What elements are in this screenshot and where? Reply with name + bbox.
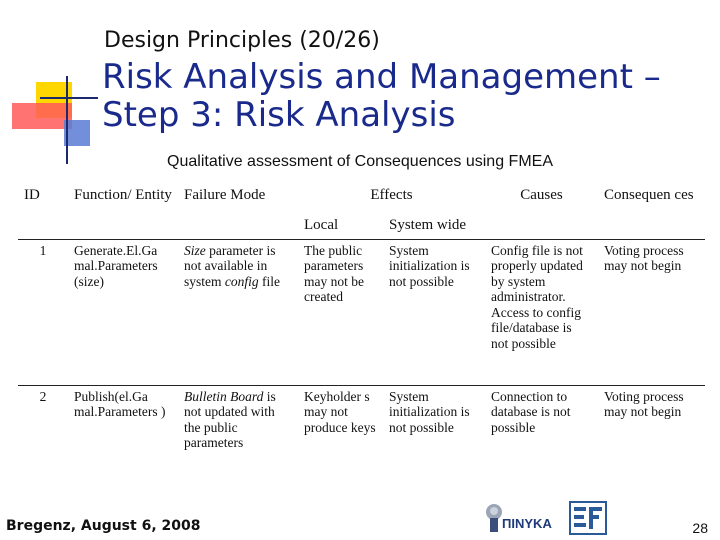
cell-function: Publish(el.Ga mal.Parameters ) [68, 385, 178, 477]
failure-mode-emphasis-2: config [224, 273, 259, 289]
cell-id: 2 [18, 385, 68, 477]
cell-causes: Config file is not properly updated by system administrator. Access to config file/database is not possible [491, 242, 583, 351]
failure-mode-emphasis: Size [184, 242, 206, 258]
decor-horizontal-line [40, 97, 98, 99]
header-effects-system: System wide [383, 215, 485, 239]
footer-location-date: Bregenz, August 6, 2008 [6, 518, 201, 534]
failure-mode-emphasis: Bulletin Board [184, 388, 264, 404]
slide-title-line1: Risk Analysis and Management – [102, 57, 661, 97]
cell-failure-mode [178, 239, 298, 385]
cell-function: Generate.El.Ga mal.Parameters (size) [74, 242, 158, 289]
header-failure-mode: Failure Mode [178, 185, 298, 239]
failure-mode-tail: is not updated with the public parameters [184, 388, 276, 450]
decor-vertical-line [66, 76, 68, 164]
cell-causes: Connection to database is not possible [485, 385, 598, 477]
cell-effects-system: System initialization is not possible [383, 385, 485, 477]
table-header-row [18, 185, 705, 215]
cell-consequences: Voting process may not begin [604, 242, 684, 273]
header-function: Function/ Entity [68, 185, 178, 239]
failure-mode-text: parameter is not available in system [184, 242, 276, 289]
cell-effects-local: The public parameters may not be created [304, 242, 364, 304]
slide-title [102, 58, 661, 134]
decor-red-square [12, 103, 72, 129]
slide-title-line2: Step 3: Risk Analysis [102, 95, 456, 135]
header-id: ID [18, 185, 68, 239]
slide-supertitle: Design Principles (20/26) [104, 28, 380, 53]
page-number: 28 [692, 520, 708, 536]
cell-effects-system: System initialization is not possible [389, 242, 470, 289]
cell-consequences: Voting process may not begin [598, 385, 705, 477]
header-effects-local: Local [298, 215, 383, 239]
failure-mode-tail: file [258, 273, 281, 289]
pinyka-logo [482, 498, 554, 538]
cell-failure-mode [178, 385, 298, 477]
header-consequences: Consequen ces [598, 185, 705, 239]
fmea-table [18, 185, 705, 477]
cell-effects-local: Keyholder s may not produce keys [298, 385, 383, 477]
slide-subtitle: Qualitative assessment of Consequences using FMEA [167, 153, 553, 170]
table-row [18, 385, 705, 477]
header-effects: Effects [370, 187, 413, 203]
pinyka-logo-text: ΠΙΝΥΚΑ [502, 516, 552, 531]
institute-logo [568, 498, 608, 538]
header-causes: Causes [485, 185, 598, 239]
table-row [18, 239, 705, 385]
cell-id: 1 [39, 242, 47, 258]
